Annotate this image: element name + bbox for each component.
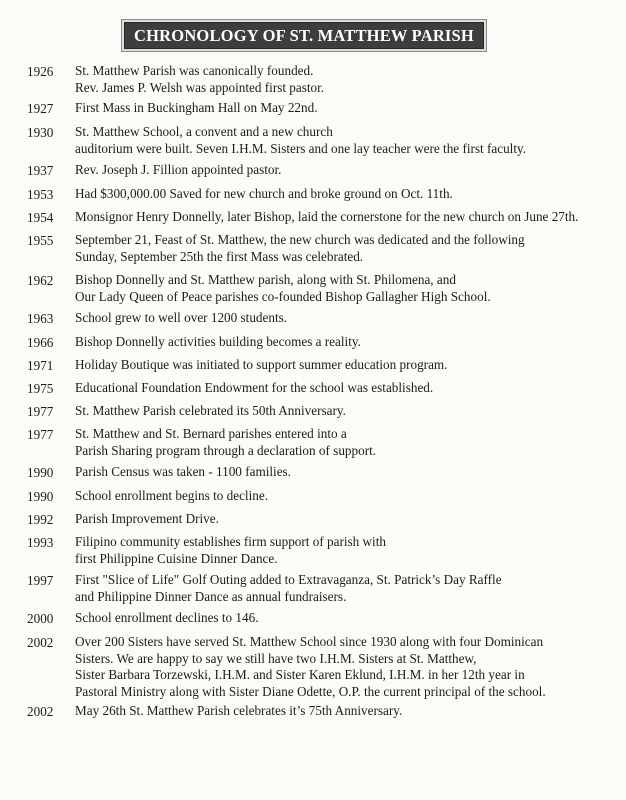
entry-description (75, 100, 615, 117)
entry-year: 1990 (27, 489, 54, 504)
entry-description-line: and Philippine Dinner Dance as annual fundraisers. (75, 588, 347, 604)
entry-year: 1963 (27, 311, 54, 326)
entry-description (75, 162, 615, 179)
entry-year: 2000 (27, 611, 54, 626)
entry-description-line: September 21, Feast of St. Matthew, the new church was dedicated and the following (75, 232, 525, 247)
entry-year: 1977 (27, 427, 54, 442)
entry-description-line: Parish Census was taken - 1100 families. (75, 464, 291, 479)
entry-description (75, 703, 615, 720)
entry-description-line: Sunday, September 25th the first Mass was celebrated. (75, 248, 364, 264)
entry-description-line: First Mass in Buckingham Hall on May 22nd. (75, 100, 318, 115)
entry-description (75, 124, 615, 157)
entry-description-line: First "Slice of Life" Golf Outing added to Extravaganza, St. Patrick’s Day Raffle (75, 572, 502, 587)
entry-year: 2002 (27, 704, 54, 719)
entry-description (75, 488, 615, 505)
entry-description-line: Educational Foundation Endowment for the school was established. (75, 380, 434, 395)
entry-description-line: Bishop Donnelly and St. Matthew parish, along with St. Philomena, and (75, 272, 456, 287)
entry-year: 1937 (27, 163, 54, 178)
entry-year: 1971 (27, 358, 54, 373)
entry-description-line: Parish Sharing program through a declaration of support. (75, 442, 377, 458)
entry-description-line: St. Matthew Parish celebrated its 50th Anniversary. (75, 403, 346, 418)
entry-description (75, 334, 615, 351)
entry-description-line: May 26th St. Matthew Parish celebrates it’s 75th Anniversary. (75, 703, 403, 718)
entry-description-line: Sisters. We are happy to say we still have two I.H.M. Sisters at St. Matthew, (75, 650, 477, 666)
entry-description-line: Had $300,000.00 Saved for new church and broke ground on Oct. 11th. (75, 186, 453, 201)
entry-description-line: Rev. Joseph J. Fillion appointed pastor. (75, 162, 282, 177)
entry-description-line: Sister Barbara Torzewski, I.H.M. and Sister Karen Eklund, I.H.M. in her 12th year in (75, 667, 525, 682)
entry-year: 1966 (27, 335, 54, 350)
entry-description-line: auditorium were built. Seven I.H.M. Sisters and one lay teacher were the first faculty. (75, 140, 527, 156)
entry-year: 1930 (27, 125, 54, 140)
entry-description-line: School enrollment declines to 146. (75, 610, 259, 625)
entry-description-line: Parish Improvement Drive. (75, 511, 219, 526)
entry-year: 1962 (27, 273, 54, 288)
entry-year: 1927 (27, 101, 54, 116)
entry-description (75, 209, 615, 226)
entry-description (75, 232, 615, 265)
entry-description-line: Bishop Donnelly activities building becomes a reality. (75, 334, 361, 349)
entry-description-line: School grew to well over 1200 students. (75, 310, 288, 325)
entry-year: 1977 (27, 404, 54, 419)
entry-description-line: St. Matthew Parish was canonically founded. (75, 63, 314, 78)
entry-description (75, 464, 615, 481)
entry-description (75, 534, 615, 567)
entry-description-line: first Philippine Cuisine Dinner Dance. (75, 550, 278, 566)
entry-year: 1953 (27, 187, 54, 202)
page-title: CHRONOLOGY OF ST. MATTHEW PARISH (134, 25, 474, 45)
entry-year: 1926 (27, 64, 54, 79)
entry-year: 1954 (27, 210, 54, 225)
entry-description (75, 186, 615, 203)
entry-description (75, 403, 615, 420)
entry-description (75, 634, 615, 700)
entry-description-line: St. Matthew and St. Bernard parishes entered into a (75, 426, 347, 441)
entry-description (75, 572, 615, 605)
page-title-banner (124, 22, 484, 49)
entry-description-line: Our Lady Queen of Peace parishes co-founded Bishop Gallagher High School. (75, 288, 491, 304)
entry-description-line: Filipino community establishes firm support of parish with (75, 534, 386, 549)
entry-year: 1990 (27, 465, 54, 480)
entry-description-line: School enrollment begins to decline. (75, 488, 269, 503)
entry-year: 1955 (27, 233, 54, 248)
entry-year: 1992 (27, 512, 54, 527)
entry-description (75, 380, 615, 397)
entry-description-line: Rev. James P. Welsh was appointed first pastor. (75, 79, 325, 95)
entry-description (75, 63, 615, 96)
entry-description-line: Over 200 Sisters have served St. Matthew School since 1930 along with four Dominican (75, 634, 544, 649)
entry-description (75, 511, 615, 528)
entry-year: 1997 (27, 573, 54, 588)
entry-description (75, 610, 615, 627)
entry-description (75, 357, 615, 374)
entry-year: 1975 (27, 381, 54, 396)
entry-description-line: Pastoral Ministry along with Sister Diane Odette, O.P. the current principal of the school. (75, 683, 546, 699)
entry-description-line: Monsignor Henry Donnelly, later Bishop, laid the cornerstone for the new church on June 27th. (75, 209, 579, 224)
entry-year: 1993 (27, 535, 54, 550)
entry-description (75, 272, 615, 305)
entry-description (75, 310, 615, 327)
entry-description (75, 426, 615, 459)
entry-year: 2002 (27, 635, 54, 650)
entry-description-line: St. Matthew School, a convent and a new church (75, 124, 333, 139)
entry-description-line: Holiday Boutique was initiated to support summer education program. (75, 357, 448, 372)
